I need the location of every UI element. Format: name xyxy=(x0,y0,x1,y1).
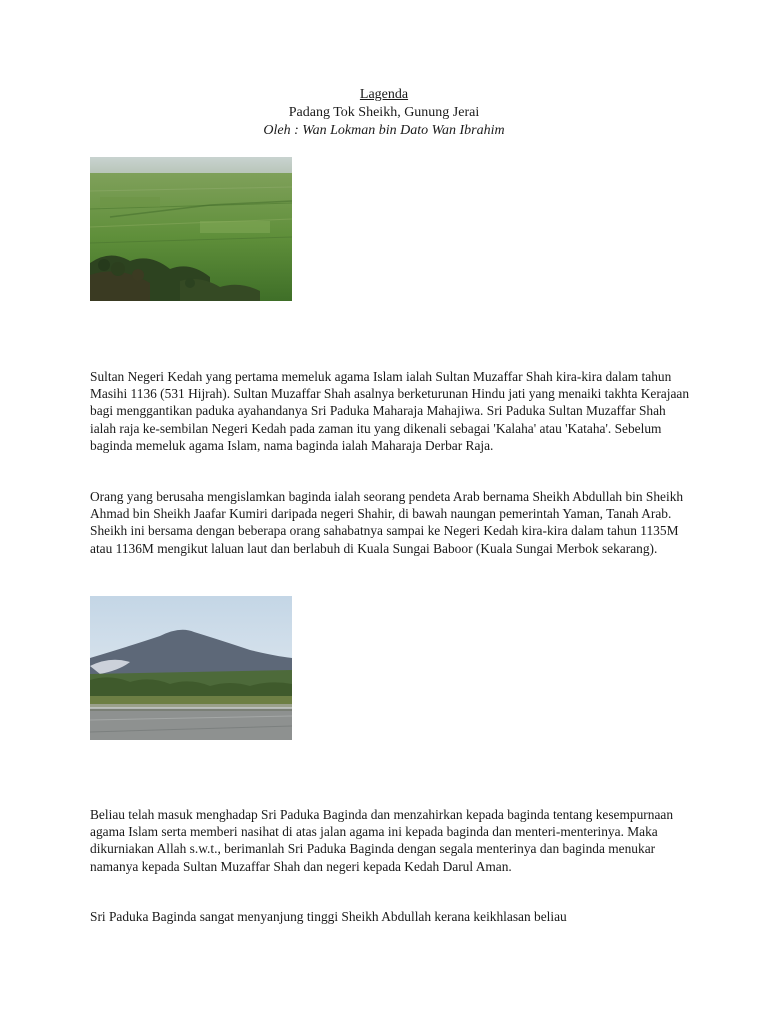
title-block xyxy=(0,86,768,140)
document-subtitle: Padang Tok Sheikh, Gunung Jerai xyxy=(288,105,480,120)
paragraph-3: Beliau telah masuk menghadap Sri Paduka Baginda dan menzahirkan kepada baginda tentang kesempurnaan agama Islam serta memberi nasihat di atas jalan agama ini kepada baginda dan menteri-menterinya. Maka dikurniakan Allah s.w.t., berimanlah Sri Paduka Baginda dengan segala menterinya dan baginda menukar namanya kepada Sultan Muzaffar Shah dan negeri kepada Kedah Darul Aman. xyxy=(90,807,674,874)
document-title: Lagenda xyxy=(359,87,409,102)
document-author: Oleh : Wan Lokman bin Dato Wan Ibrahim xyxy=(263,123,505,138)
paddy-field-photo xyxy=(90,157,292,301)
paddy-field-image xyxy=(90,157,292,301)
paragraph-1: Sultan Negeri Kedah yang pertama memeluk agama Islam ialah Sultan Muzaffar Shah kira-kira dalam tahun Masihi 1136 (531 Hijrah). Sultan Muzaffar Shah asalnya berketurunan Hindu jati yang menaiki takhta Kerajaan bagi menggantikan paduka ayahandanya Sri Paduka Maharaja Mahajiwa. Sri Paduka Sultan Muzaffar Shah ialah raja ke-sembilan Negeri Kedah pada zaman itu yang dikenali sebagai 'Kalaha' atau 'Kataha'. Sebelum baginda memeluk agama Islam, nama baginda ialah Maharaja Derbar Raja. xyxy=(90,369,690,453)
paragraph-2: Orang yang berusaha mengislamkan baginda ialah seorang pendeta Arab bernama Sheikh Abdullah bin Sheikh Ahmad bin Sheikh Jaafar Kumiri daripada negeri Shahir, di bawah naungan pemerintah Yaman, Tanah Arab. Sheikh ini bersama dengan beberapa orang sahabatnya sampai ke Negeri Kedah kira-kira dalam tahun 1135M atau 1136M mengikut laluan laut dan berlabuh di Kuala Sungai Baboor (Kuala Sungai Merbok sekarang). xyxy=(90,489,684,556)
paragraph-4: Sri Paduka Baginda sangat menyanjung tinggi Sheikh Abdullah kerana keikhlasan beliau xyxy=(90,909,567,924)
mountain-image xyxy=(90,596,292,740)
mountain-photo xyxy=(90,596,292,740)
